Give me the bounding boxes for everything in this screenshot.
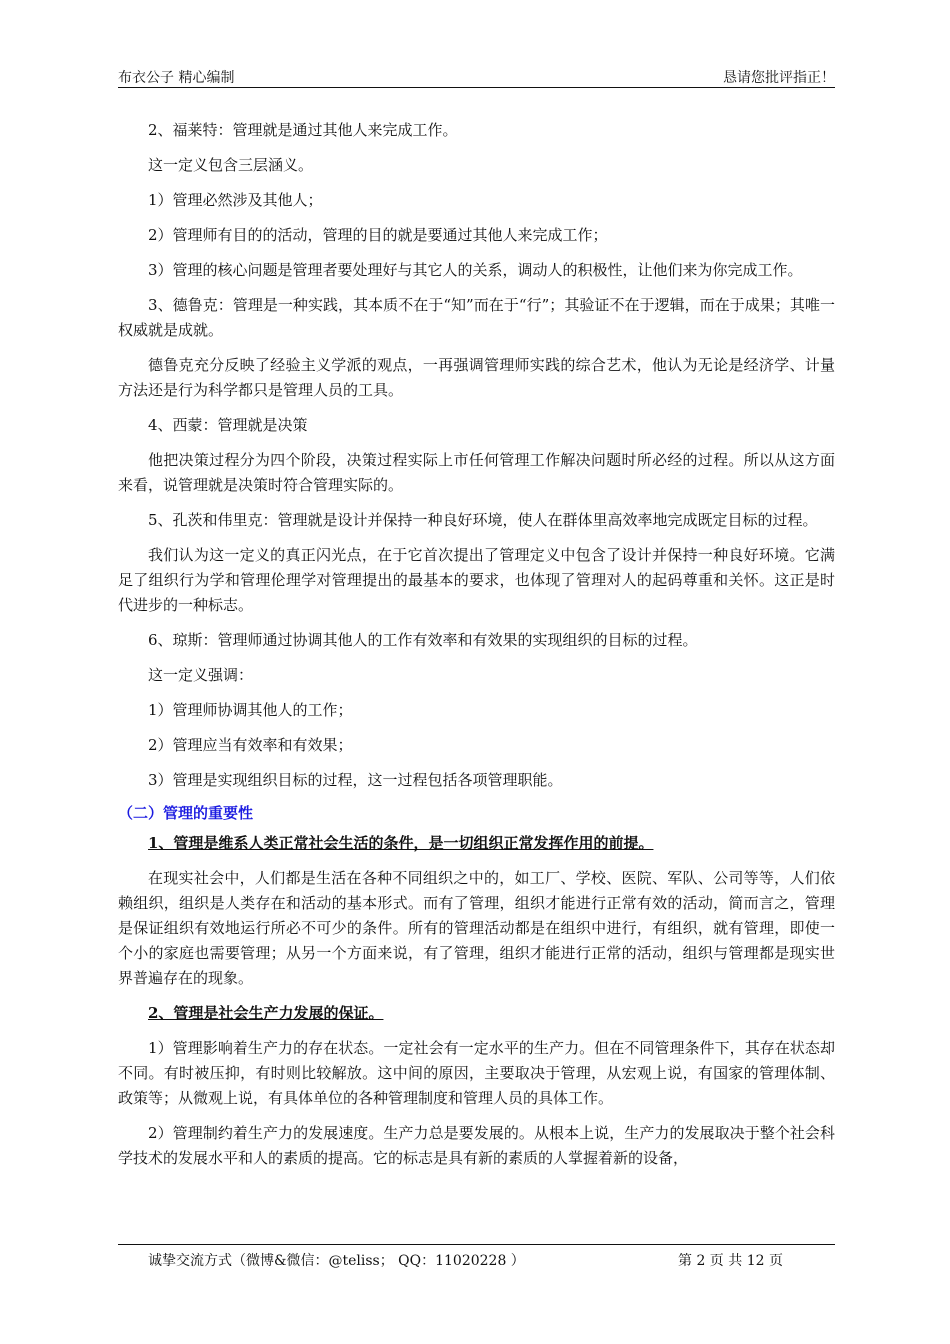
paragraph: 2、福莱特：管理就是通过其他人来完成工作。 xyxy=(148,121,458,139)
document-body xyxy=(118,118,835,1171)
paragraph: 他把决策过程分为四个阶段，决策过程实际上市任何管理工作解决问题时所必经的过程。所以从这方面来看，说管理就是决策时符合管理实际的。 xyxy=(118,451,835,494)
paragraph: 2）管理师有目的的活动，管理的目的就是要通过其他人来完成工作； xyxy=(148,226,608,244)
subheading-1-text: 1、管理是维系人类正常社会生活的条件，是一切组织正常发挥作用的前提。 xyxy=(148,834,654,852)
body-paragraph-2: 1）管理影响着生产力的存在状态。一定社会有一定水平的生产力。但在不同管理条件下，其存在状态却不同。有时被压抑，有时则比较解放。这中间的原因，主要取决于管理，从宏观上说，有国家的管理体制、政策等；从微观上说，有具体单位的各种管理制度和管理人员的具体工作。 xyxy=(118,1039,835,1107)
paragraph: 3）管理的核心问题是管理者要处理好与其它人的关系，调动人的积极性，让他们来为你完成工作。 xyxy=(148,261,803,279)
footer-divider xyxy=(118,1244,835,1245)
body-paragraph-3: 2）管理制约着生产力的发展速度。生产力总是要发展的。从根本上说，生产力的发展取决于整个社会科学技术的发展水平和人的素质的提高。它的标志是具有新的素质的人掌握着新的设备， xyxy=(118,1124,835,1167)
paragraph: 3、德鲁克：管理是一种实践，其本质不在于“知”而在于“行”；其验证不在于逻辑，而在于成果；其唯一权威就是成就。 xyxy=(118,296,835,339)
paragraph: 1）管理师协调其他人的工作； xyxy=(148,701,353,719)
paragraph: 3）管理是实现组织目标的过程，这一过程包括各项管理职能。 xyxy=(148,771,563,789)
paragraph: 5、孔茨和伟里克：管理就是设计并保持一种良好环境，使人在群体里高效率地完成既定目标的过程。 xyxy=(148,511,818,529)
header-right-text: 恳请您批评指正！ xyxy=(723,70,835,86)
paragraph: 6、琼斯：管理师通过协调其他人的工作有效率和有效果的实现组织的目标的过程。 xyxy=(148,631,698,649)
paragraph: 这一定义强调： xyxy=(148,666,254,684)
footer-contact: 诚挚交流方式（微博&微信：@teliss； QQ：11020228 ） xyxy=(148,1253,525,1269)
subheading-1 xyxy=(118,831,835,856)
header-divider xyxy=(118,87,835,88)
paragraph: 我们认为这一定义的真正闪光点，在于它首次提出了管理定义中包含了设计并保持一种良好环境。它满足了组织行为学和管理伦理学对管理提出的最基本的要求，也体现了管理对人的起码尊重和关怀。这正是时代进步的一种标志。 xyxy=(118,546,835,614)
subheading-2-text: 2、管理是社会生产力发展的保证。 xyxy=(148,1004,384,1022)
paragraph: 1）管理必然涉及其他人； xyxy=(148,191,323,209)
paragraph: 德鲁克充分反映了经验主义学派的观点，一再强调管理师实践的综合艺术，他认为无论是经济学、计量方法还是行为科学都只是管理人员的工具。 xyxy=(118,356,835,399)
body-paragraph-1: 在现实社会中，人们都是生活在各种不同组织之中的，如工厂、学校、医院、军队、公司等等，人们依赖组织，组织是人类存在和活动的基本形式。而有了管理，组织才能进行正常有效的活动，简而言之，管理是保证组织有效地运行所必不可少的条件。所有的管理活动都是在组织中进行，有组织，就有管理，即使一个小的家庭也需要管理；从另一个方面来说，有了管理，组织才能进行正常的活动，组织与管理都是现实世界普遍存在的现象。 xyxy=(118,869,835,987)
header-left-text: 布衣公子 精心编制 xyxy=(118,70,235,86)
subheading-2 xyxy=(118,1001,835,1026)
paragraph: 2）管理应当有效率和有效果； xyxy=(148,736,353,754)
paragraph: 4、西蒙：管理就是决策 xyxy=(148,416,308,434)
paragraph: 这一定义包含三层涵义。 xyxy=(148,156,314,174)
page-number: 第 2 页 共 12 页 xyxy=(678,1253,783,1269)
section-heading: （二）管理的重要性 xyxy=(118,804,254,822)
